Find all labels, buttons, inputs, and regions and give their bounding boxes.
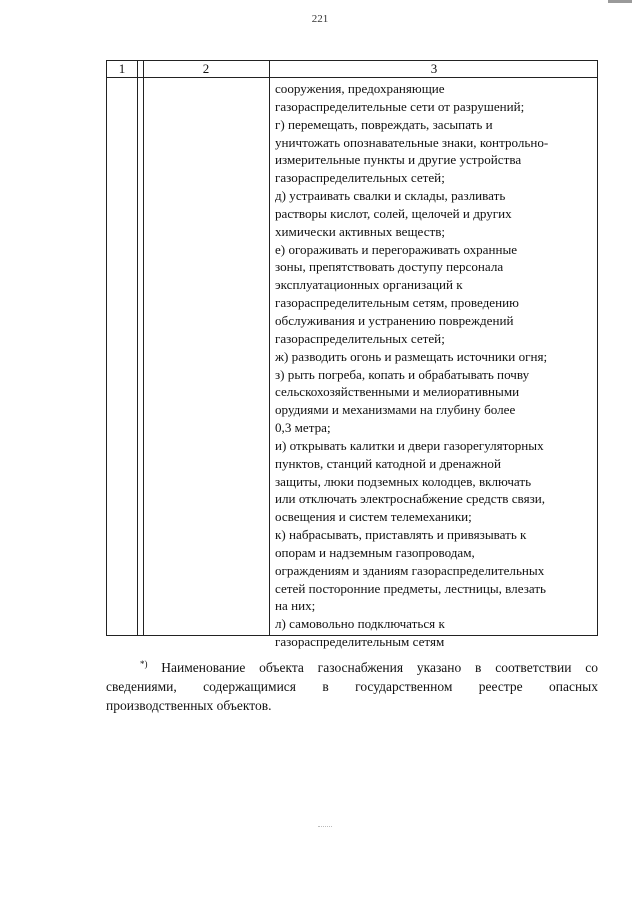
table-text-line: к) набрасывать, приставлять и привязывать к [275, 527, 527, 543]
column-header-3: 3 [430, 61, 438, 76]
table-text-line: сельскохозяйственными и мелиоративными [275, 384, 520, 400]
table-text-line: газораспределительных сетей; [275, 330, 445, 346]
scan-corner-mark [608, 0, 632, 3]
table-text-line: газораспределительные сети от разрушений; [275, 98, 525, 114]
table-text-line: з) рыть погреба, копать и обрабатывать почву [275, 366, 530, 382]
table-text-line: освещения и систем телемеханики; [275, 509, 472, 525]
column-3-text [275, 80, 599, 651]
footnote-line-1-text: Наименование объекта газоснабжения указано в соответствии со [161, 660, 599, 675]
table-text-line: орудиями и механизмами на глубину более [275, 402, 516, 418]
column-divider-1 [137, 61, 138, 635]
table-text-line: и) открывать калитки и двери газорегуляторных [275, 437, 544, 453]
footnote [106, 655, 598, 715]
table-text-line: или отключать электроснабжение средств связи, [275, 491, 546, 507]
table-text-line: л) самовольно подключаться к [275, 616, 445, 632]
footnote-line-2: сведениями, содержащимися в государственном реестре опасных [106, 679, 598, 694]
table-text-line: уничтожать опознавательные знаки, контрольно- [275, 134, 549, 150]
table-text-line: газораспределительным сетям, проведению [275, 295, 519, 311]
footnote-line-1 [106, 655, 598, 677]
table-text-line: эксплуатационных организаций к [275, 277, 463, 293]
footnote-marker: *) [140, 659, 148, 669]
table-text-line: е) огораживать и перегораживать охранные [275, 241, 518, 257]
table-text-line: опорам и надземным газопроводам, [275, 544, 475, 560]
header-divider [107, 77, 597, 78]
column-divider-3 [269, 61, 270, 635]
table-text-line: ж) разводить огонь и размещать источники огня; [275, 348, 548, 364]
table-text-line: обслуживания и устранению повреждений [275, 312, 514, 328]
table-text-line: д) устраивать свалки и склады, разливать [275, 188, 506, 204]
scan-speck [318, 826, 332, 829]
table-text-line: растворы кислот, солей, щелочей и других [275, 205, 512, 221]
table-text-line: газораспределительным сетям [275, 634, 445, 650]
table-text-line: 0,3 метра; [275, 420, 331, 436]
table-text-line: химически активных веществ; [275, 223, 446, 239]
table-text-line: пунктов, станций катодной и дренажной [275, 455, 501, 471]
table-text-line: зоны, препятствовать доступу персонала [275, 259, 504, 275]
table-text-line: сетей посторонние предметы, лестницы, влезать [275, 580, 547, 596]
page-number: 221 [311, 13, 329, 25]
table-text-line: г) перемещать, повреждать, засыпать и [275, 116, 493, 132]
requirements-table [106, 60, 598, 650]
column-divider-2 [143, 61, 144, 635]
table-text-line: сооружения, предохраняющие [275, 81, 445, 96]
table-text-line: на них; [275, 598, 316, 614]
column-header-1: 1 [118, 61, 126, 76]
table-text-line: ограждениям и зданиям газораспределительных [275, 562, 545, 578]
footnote-line-3: производственных объектов. [106, 698, 272, 713]
table-text-line: измерительные пункты и другие устройства [275, 152, 522, 168]
column-header-2: 2 [202, 61, 210, 76]
table-text-line: защиты, люки подземных колодцев, включать [275, 473, 532, 489]
table-text-line: газораспределительных сетей; [275, 170, 445, 186]
